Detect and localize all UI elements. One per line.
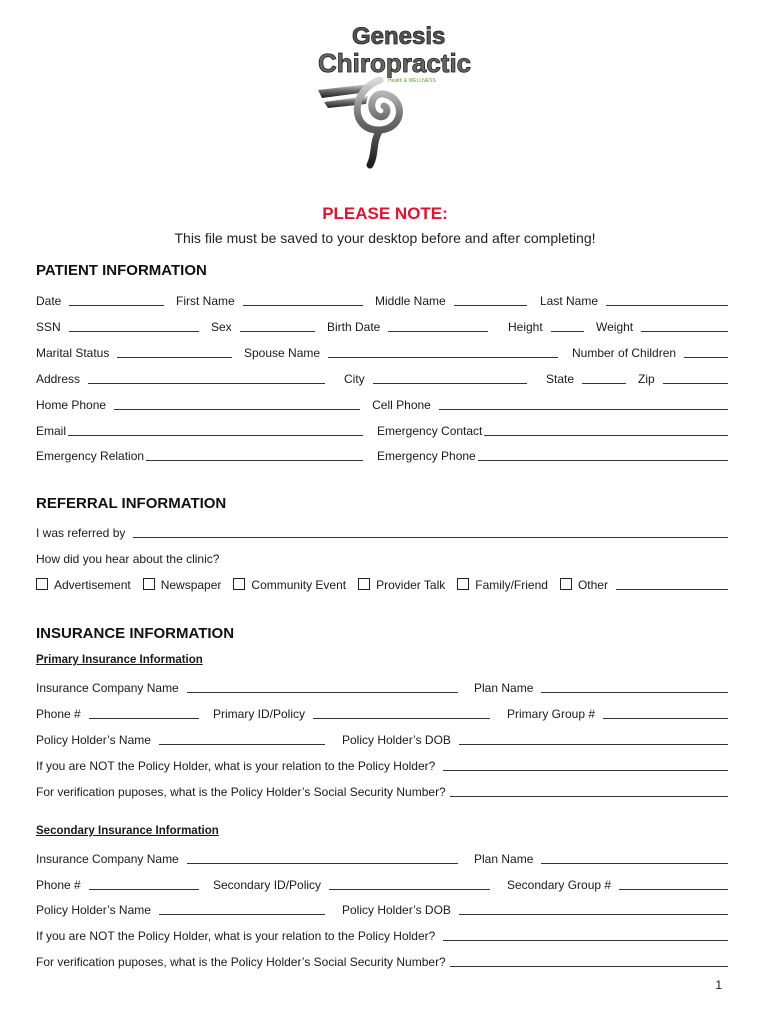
first-name-field[interactable]: First Name: [176, 294, 363, 308]
last-name-field[interactable]: Last Name: [540, 294, 728, 308]
option-provider-talk-checkbox[interactable]: Provider Talk: [358, 578, 445, 592]
primary-holder-dob-field[interactable]: Policy Holder’s DOB: [342, 733, 728, 747]
referral-options: [36, 576, 728, 592]
secondary-row-holder: [36, 901, 728, 917]
checkbox-icon: [560, 578, 572, 590]
secondary-id-field[interactable]: Secondary ID/Policy: [213, 878, 490, 892]
option-family-friend-checkbox[interactable]: Family/Friend: [457, 578, 548, 592]
referral-row-referred: [36, 524, 728, 540]
date-field[interactable]: Date: [36, 294, 164, 308]
city-field[interactable]: City: [344, 372, 527, 386]
checkbox-icon: [233, 578, 245, 590]
secondary-company-field[interactable]: Insurance Company Name: [36, 852, 458, 866]
zip-field[interactable]: Zip: [638, 372, 728, 386]
notice-subtitle: This file must be saved to your desktop before and after completing!: [174, 230, 596, 246]
notice-title: PLEASE NOTE:: [322, 204, 448, 223]
patient-section-heading: PATIENT INFORMATION: [36, 262, 207, 279]
patient-row-address: [36, 370, 728, 386]
emergency-phone-field[interactable]: Emergency Phone: [377, 449, 728, 463]
primary-relation-field[interactable]: If you are NOT the Policy Holder, what is your relation to the Policy Holder?: [36, 759, 728, 773]
referral-question: [36, 550, 728, 566]
patient-row-phone: [36, 396, 728, 412]
checkbox-icon: [457, 578, 469, 590]
patient-row-emergency: [36, 447, 728, 463]
home-phone-field[interactable]: Home Phone: [36, 398, 360, 412]
emergency-relation-field[interactable]: Emergency Relation: [36, 449, 363, 463]
referred-by-field[interactable]: I was referred by: [36, 526, 728, 540]
primary-row-ssn: [36, 783, 728, 799]
primary-row-relation: [36, 757, 728, 773]
secondary-holder-ssn-field[interactable]: For verification puposes, what is the Policy Holder’s Social Security Number?: [36, 955, 728, 969]
secondary-relation-field[interactable]: If you are NOT the Policy Holder, what is your relation to the Policy Holder?: [36, 929, 728, 943]
checkbox-icon: [143, 578, 155, 590]
secondary-row-ssn: [36, 953, 728, 969]
secondary-insurance-heading: Secondary Insurance Information: [36, 825, 219, 837]
address-field[interactable]: Address: [36, 372, 325, 386]
option-newspaper-checkbox[interactable]: Newspaper: [143, 578, 222, 592]
patient-row-email: [36, 422, 728, 438]
marital-status-field[interactable]: Marital Status: [36, 346, 232, 360]
option-community-event-checkbox[interactable]: Community Event: [233, 578, 346, 592]
secondary-row-relation: [36, 927, 728, 943]
option-advertisement-checkbox[interactable]: Advertisement: [36, 578, 131, 592]
checkbox-icon: [36, 578, 48, 590]
spine-shape: [357, 80, 399, 165]
email-field[interactable]: Email: [36, 424, 363, 438]
page-number: 1: [715, 978, 722, 992]
primary-company-field[interactable]: Insurance Company Name: [36, 681, 458, 695]
cell-phone-field[interactable]: Cell Phone: [372, 398, 728, 412]
primary-row-company: [36, 679, 728, 695]
primary-holder-name-field[interactable]: Policy Holder’s Name: [36, 733, 325, 747]
logo-text-chiropractic: Chiropractic: [318, 48, 472, 78]
secondary-row-phone: [36, 876, 728, 892]
state-field[interactable]: State: [546, 372, 626, 386]
checkbox-icon: [358, 578, 370, 590]
secondary-group-field[interactable]: Secondary Group #: [507, 878, 728, 892]
primary-row-holder: [36, 731, 728, 747]
secondary-holder-name-field[interactable]: Policy Holder’s Name: [36, 903, 325, 917]
clinic-logo: [310, 20, 480, 170]
birth-date-field[interactable]: Birth Date: [327, 320, 488, 334]
number-of-children-field[interactable]: Number of Children: [572, 346, 728, 360]
patient-row-marital: [36, 344, 728, 360]
primary-plan-field[interactable]: Plan Name: [474, 681, 728, 695]
spouse-name-field[interactable]: Spouse Name: [244, 346, 558, 360]
secondary-holder-dob-field[interactable]: Policy Holder’s DOB: [342, 903, 728, 917]
ssn-field[interactable]: SSN: [36, 320, 199, 334]
insurance-section-heading: INSURANCE INFORMATION: [36, 625, 235, 642]
primary-insurance-heading: Primary Insurance Information: [36, 654, 203, 666]
primary-row-phone: [36, 705, 728, 721]
sex-field[interactable]: Sex: [211, 320, 315, 334]
primary-id-field[interactable]: Primary ID/Policy: [213, 707, 490, 721]
primary-group-field[interactable]: Primary Group #: [507, 707, 728, 721]
weight-field[interactable]: Weight: [596, 320, 728, 334]
middle-name-field[interactable]: Middle Name: [375, 294, 527, 308]
logo-tagline: Health & WELLNESS: [388, 78, 436, 84]
secondary-phone-field[interactable]: Phone #: [36, 878, 199, 892]
secondary-row-company: [36, 850, 728, 866]
primary-phone-field[interactable]: Phone #: [36, 707, 199, 721]
logo-text-genesis: Genesis: [352, 23, 446, 50]
primary-holder-ssn-field[interactable]: For verification puposes, what is the Policy Holder’s Social Security Number?: [36, 785, 728, 799]
option-other-checkbox[interactable]: Other: [560, 578, 728, 592]
emergency-contact-field[interactable]: Emergency Contact: [377, 424, 728, 438]
how-heard-label: How did you hear about the clinic?: [36, 552, 220, 566]
patient-row-name: [36, 292, 728, 308]
patient-row-ssn: [36, 318, 728, 334]
secondary-plan-field[interactable]: Plan Name: [474, 852, 728, 866]
height-field[interactable]: Height: [508, 320, 584, 334]
referral-section-heading: REFERRAL INFORMATION: [36, 495, 227, 512]
